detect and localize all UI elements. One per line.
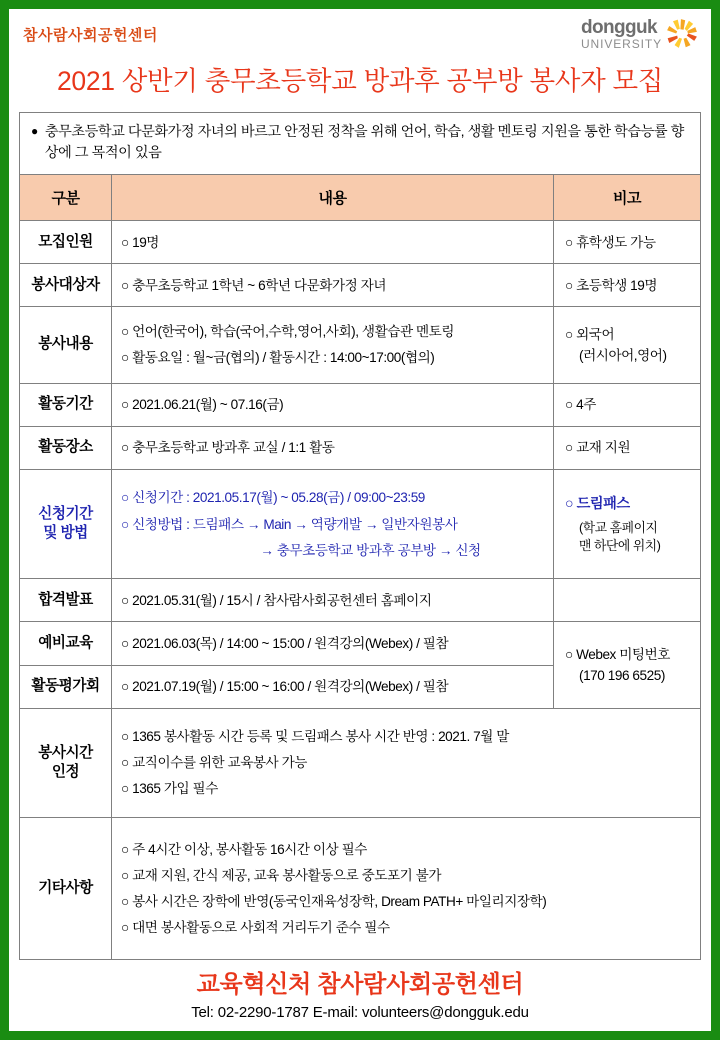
row-note-activity-period — [554, 383, 701, 426]
body-line: ○ 교재 지원, 간식 제공, 교육 봉사활동으로 중도포기 불가 — [121, 867, 442, 883]
row-body-hours-credit — [112, 708, 701, 817]
column-header-category: 구분 — [20, 175, 112, 221]
label-line-2: 및 방법 — [43, 525, 88, 542]
table-row-application — [20, 469, 701, 578]
column-header-content: 내용 — [112, 175, 554, 221]
poster-footer — [19, 960, 701, 1027]
row-note-recruit-count — [554, 221, 701, 264]
body-line: ○ 신청기간 : 2021.05.17(월) ~ 05.28(금) / 09:00~23:59 — [121, 490, 425, 506]
note-subline: 맨 하단에 위치) — [579, 538, 661, 554]
column-header-remarks: 비고 — [554, 175, 701, 221]
poster-header — [19, 15, 701, 53]
row-body-evaluation — [112, 665, 554, 708]
table-row — [20, 817, 701, 959]
row-note-activity-content — [554, 307, 701, 383]
row-label-activity-content: 봉사내용 — [20, 307, 112, 383]
table-row — [20, 221, 701, 264]
table-row — [20, 264, 701, 307]
row-body-recruit-count — [112, 221, 554, 264]
table-row — [20, 579, 701, 622]
footer-organization: 교육혁신처 참사람사회공헌센터 — [196, 971, 524, 999]
row-note-target — [554, 264, 701, 307]
body-line-continued: → 충무초등학교 방과후 공부방 → 신청 — [260, 542, 481, 558]
note-subline: (러시아어,영어) — [579, 347, 667, 363]
row-label-activity-period: 활동기간 — [20, 383, 112, 426]
label-line-1: 봉사시간 — [38, 744, 93, 761]
note-line: ○ 드림패스 — [565, 496, 630, 513]
body-line: ○ 2021.06.03(목) / 14:00 ~ 15:00 / 원격강의(Webex) / 필참 — [121, 635, 449, 651]
row-body-other-notes — [112, 817, 701, 959]
body-line: ○ 2021.06.21(월) ~ 07.16(금) — [121, 397, 284, 413]
note-subline: (학교 홈페이지 — [579, 520, 658, 536]
row-label-evaluation: 활동평가회 — [20, 665, 112, 708]
row-label-result-announce: 합격발표 — [20, 579, 112, 622]
body-line: ○ 1365 가입 필수 — [121, 781, 218, 797]
body-line: ○ 충무초등학교 방과후 교실 / 1:1 활동 — [121, 440, 335, 456]
table-row — [20, 383, 701, 426]
footer-contact: Tel: 02-2290-1787 E-mail: volunteers@dongguk.edu — [191, 1004, 529, 1021]
row-label-recruit-count: 모집인원 — [20, 221, 112, 264]
row-body-activity-period — [112, 383, 554, 426]
table-row — [20, 426, 701, 469]
body-line: ○ 대면 봉사활동으로 사회적 거리두기 준수 필수 — [121, 920, 390, 936]
note-line: ○ 외국어 — [565, 326, 615, 342]
recruitment-info-table — [19, 174, 701, 960]
body-line: ○ 19명 — [121, 234, 159, 250]
body-line: ○ 신청방법 : 드림패스 → Main → 역량개발 → 일반자원봉사 — [121, 516, 458, 532]
purpose-box — [19, 112, 701, 175]
starburst-icon — [665, 18, 699, 50]
row-body-activity-place — [112, 426, 554, 469]
body-line: ○ 활동요일 : 월~금(협의) / 활동시간 : 14:00~17:00(협의) — [121, 350, 435, 366]
row-body-orientation — [112, 622, 554, 665]
body-line: ○ 언어(한국어), 학습(국어,수학,영어,사회), 생활습관 멘토링 — [121, 324, 455, 340]
note-line: ○ 휴학생도 가능 — [565, 234, 656, 250]
body-line: ○ 2021.05.31(월) / 15시 / 참사람사회공헌센터 홈페이지 — [121, 592, 432, 608]
row-label-hours-credit — [20, 708, 112, 817]
logo-main-text: dongguk — [580, 17, 657, 38]
label-line-1: 신청기간 — [38, 506, 93, 523]
row-note-result-announce — [554, 579, 701, 622]
body-line: ○ 주 4시간 이상, 봉사활동 16시간 이상 필수 — [121, 841, 367, 857]
table-header-row — [20, 175, 701, 221]
filled-circle-bullet-icon: ● — [31, 124, 38, 138]
row-label-other-notes: 기타사항 — [20, 817, 112, 959]
table-row — [20, 307, 701, 383]
row-note-webex — [554, 622, 701, 708]
row-label-orientation: 예비교육 — [20, 622, 112, 665]
row-body-target — [112, 264, 554, 307]
row-label-target: 봉사대상자 — [20, 264, 112, 307]
dongguk-university-logo — [581, 18, 699, 50]
body-line: ○ 충무초등학교 1학년 ~ 6학년 다문화가정 자녀 — [121, 277, 387, 293]
row-label-activity-place: 활동장소 — [20, 426, 112, 469]
center-name: 참사람사회공헌센터 — [23, 26, 158, 44]
row-note-activity-place — [554, 426, 701, 469]
note-line: ○ 초등학생 19명 — [565, 277, 658, 293]
poster-title: 2021 상반기 충무초등학교 방과후 공부방 봉사자 모집 — [56, 66, 664, 96]
body-line: ○ 2021.07.19(월) / 15:00 ~ 16:00 / 원격강의(Webex) / 필참 — [121, 679, 449, 695]
row-body-activity-content — [112, 307, 554, 383]
label-line-2: 인정 — [51, 763, 80, 780]
logo-sub-text: UNIVERSITY — [580, 37, 662, 51]
table-row — [20, 708, 701, 817]
note-line: ○ Webex 미팅번호 — [565, 646, 670, 662]
note-subline: (170 196 6525) — [579, 668, 665, 683]
body-line: ○ 교직이수를 위한 교육봉사 가능 — [121, 755, 307, 771]
row-note-application — [554, 469, 701, 578]
body-line: ○ 1365 봉사활동 시간 등록 및 드림패스 봉사 시간 반영 : 2021. 7월 말 — [121, 729, 509, 745]
note-line: ○ 4주 — [565, 397, 596, 413]
note-line: ○ 교재 지원 — [565, 440, 631, 456]
table-row — [20, 622, 701, 665]
row-body-result-announce — [112, 579, 554, 622]
logo-wordmark — [581, 18, 662, 50]
row-label-application — [20, 469, 112, 578]
purpose-text: 충무초등학교 다문화가정 자녀의 바르고 안정된 정착을 위해 언어, 학습, 생활 멘토링 지원을 통한 학습능률 향상에 그 목적이 있음 — [44, 124, 684, 162]
row-body-application — [112, 469, 554, 578]
body-line: ○ 봉사 시간은 장학에 반영(동국인재육성장학, Dream PATH+ 마일리지장학) — [121, 894, 547, 910]
